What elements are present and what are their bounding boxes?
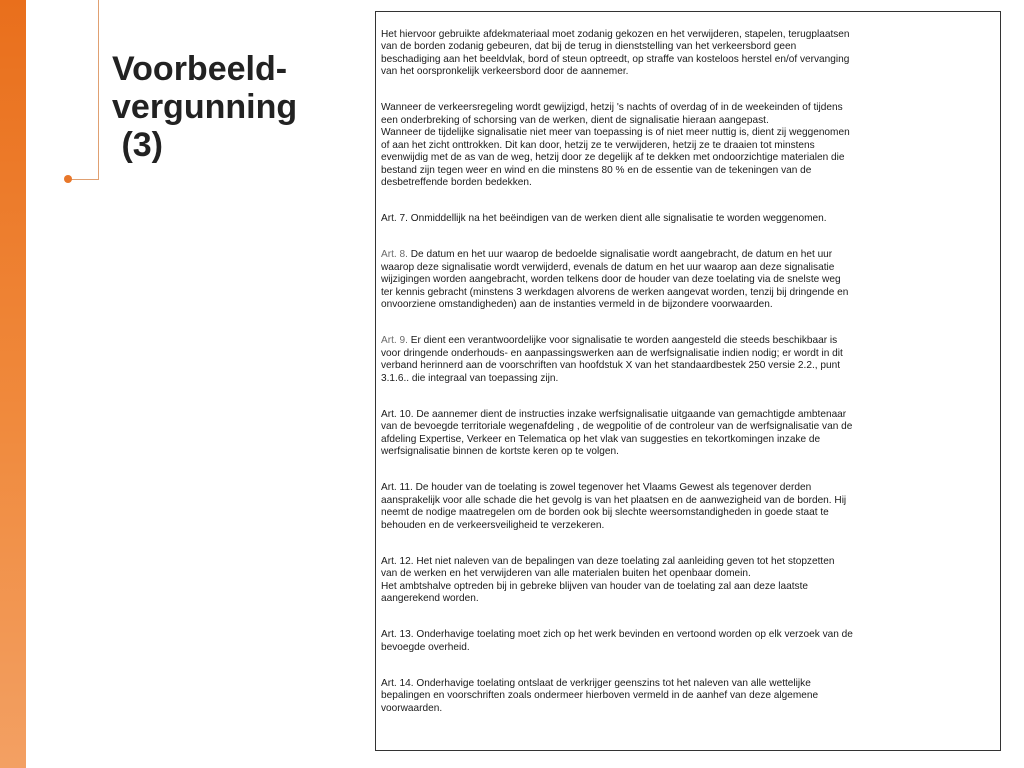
paragraph-text: De houder van de toelating is zowel tegenover het Vlaams Gewest als tegenover derden aansprakelijk voor alle schade die het gevolg is van het plaatsen en de aanwezigheid van de borden. Hij neemt de nodige maatregelen om de borden ook bij slechte weersomstandigheden in goede staat te behouden en de verkeersveiligheid te verzekeren. — [381, 482, 847, 531]
article-number: Art. 12. — [381, 555, 414, 567]
article-paragraph — [381, 617, 994, 655]
accent-bullet-dot — [64, 175, 72, 183]
article-paragraph — [381, 543, 994, 606]
article-number: Art. 9. — [381, 335, 408, 346]
article-number: Art. 13. — [381, 629, 414, 640]
article-paragraph — [381, 323, 994, 386]
document-paragraph — [381, 90, 994, 190]
paragraph-text: Het hiervoor gebruikte afdekmateriaal moet zodanig gekozen en het verwijderen, stapelen, terugplaatsen van de borden zodanig gebeuren, dat bij de terug in dienststelling van het verkeersbord geen beschadiging aan het beeldvlak, bord of steun optreedt, op straffe van kosteloos herstel en/of vervanging van het oorspronkelijk verkeersbord door de aannemer. — [381, 28, 850, 77]
accent-line-vertical — [98, 0, 99, 180]
article-paragraph — [381, 470, 994, 533]
article-number: Art. 11. — [381, 482, 413, 493]
paragraph-text: De aannemer dient de instructies inzake werfsignalisatie uitgaande van gemachtigde ambtenaar van de bevoegde territoriale wegenafdeling , de wegpolitie of de controleur van de werfsignalisatie van de afdeling Expertise, Verkeer en Telematica op het vlak van suggesties en tekortkomingen inzake de werfsignalisatie binnen de kortste keren op te volgen. — [381, 408, 853, 457]
slide-title — [112, 50, 362, 164]
slide-title-line-3: (3) — [112, 126, 163, 164]
paragraph-text: Onderhavige toelating ontslaat de verkrijger geenszins tot het naleven van alle wettelijke bepalingen en voorschriften zoals ondermeer hierboven vermeld in de aanhef van deze algemene voorwaarden. — [381, 677, 819, 714]
article-paragraph — [381, 201, 994, 226]
article-number: Art. 14. — [381, 677, 414, 689]
paragraph-text: De datum en het uur waarop de bedoelde signalisatie wordt aangebracht, de datum en het uur waarop deze signalisatie wordt verwijderd, evenals de datum en het uur waarop aan deze signalisatie wijzigingen worden aangebracht, worden telkens door de houder van deze toelating via de snelste weg ter kennis gebracht (minstens 3 werkdagen alvorens de werken aangevat worden, tenzij bij dringende en onvoorziene omstandigheden) aan de instanties vermeld in de bijzondere voorwaarden. — [381, 249, 849, 310]
article-paragraph — [381, 665, 994, 715]
paragraph-text: Het niet naleven van de bepalingen van deze toelating zal aanleiding geven tot het stopzetten van de werken en het verwijderen van alle materialen buiten het openbaar domein. Het ambtshalve optreden bij in gebreke blijven van houder van de toelating zal aan deze laatste aangerekend worden. — [381, 555, 835, 604]
document-paragraph — [381, 16, 994, 79]
article-number: Art. 7. — [381, 213, 408, 224]
article-paragraph — [381, 396, 994, 459]
slide-title-line-2: vergunning — [112, 88, 298, 126]
slide-title-line-1: Voorbeeld- — [112, 50, 288, 88]
paragraph-text: Onderhavige toelating moet zich op het werk bevinden en vertoond worden op elk verzoek van de bevoegde overheid. — [381, 629, 853, 653]
article-number: Art. 10. — [381, 408, 414, 420]
article-paragraph — [381, 237, 994, 312]
paragraph-text: Onmiddellijk na het beëindigen van de werken dient alle signalisatie te worden weggenomen. — [407, 213, 827, 224]
accent-line-horizontal — [69, 179, 99, 180]
paragraph-text: Wanneer de verkeersregeling wordt gewijzigd, hetzij 's nachts of overdag of in de weekeinden of tijdens een onderbreking of schorsing van de werken, dient de signalisatie hieraan aangepast. Wanneer de tijdelijke signalisatie niet meer van toepassing is of niet meer nuttig is, dient zij weggenomen of aan het zicht onttrokken. Dit kan door, hetzij ze te verwijderen, hetzij ze te draaien tot minstens evenwijdig met de as van de weg, hetzij door ze degelijk af te dekken met ondoorzichtige materialen die bestand zijn tegen weer en wind en die minstens 80 % en de essentie van de tekeningen van de desbetreffende borden bedekken. — [381, 102, 850, 188]
article-number: Art. 8. — [381, 249, 408, 260]
document-scan — [375, 11, 1001, 751]
paragraph-text: Er dient een verantwoordelijke voor signalisatie te worden aangesteld die steeds beschikbaar is voor dringende onderhouds- en aanpassingswerken aan de werfsignalisatie indien nodig; er wordt in dit verband herinnerd aan de voorschriften van hoofdstuk X van het standaardbestek 250 versie 2.2., punt 3.1.6.. die integraal van toepassing zijn. — [381, 335, 843, 384]
side-accent-bar — [0, 0, 26, 768]
